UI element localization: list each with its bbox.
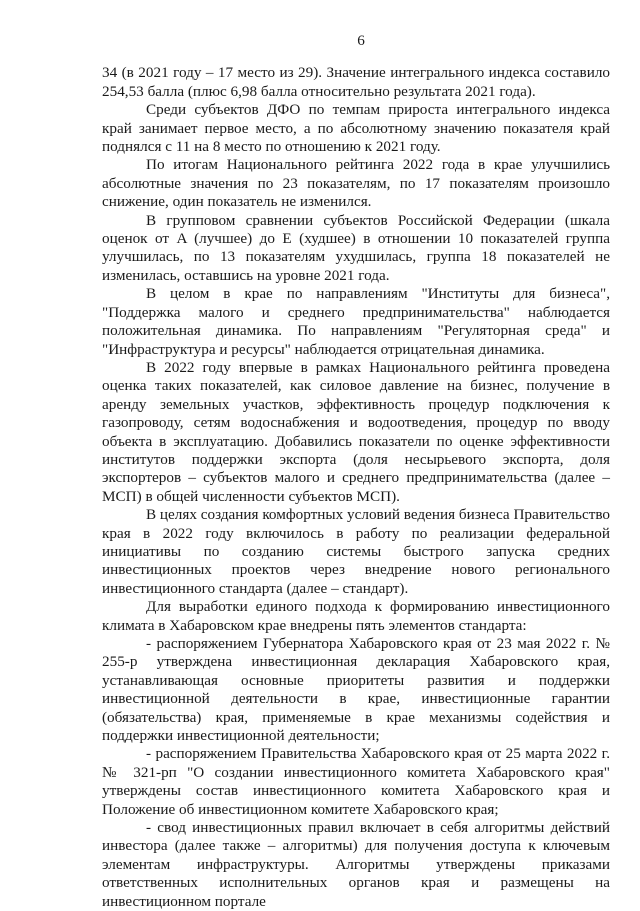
paragraph-investment-standard: В целях создания комфортных условий ведения бизнеса Правительство края в 2022 году включилось в работу по реализации федеральной инициативы по созданию системы быстрого запуска средних инвестиционных проектов через внедрение нового регионального инвестиционного стандарта (далее – стандарт). bbox=[102, 506, 610, 597]
paragraph-continuation: 34 (в 2021 году – 17 место из 29). Значение интегрального индекса составило 254,53 балла (плюс 6,98 балла относительно результата 2021 года). bbox=[102, 64, 610, 100]
list-item-investment-declaration: - распоряжением Губернатора Хабаровского края от 23 мая 2022 г. № 255-р утверждена инвестиционная декларация Хабаровского края, устанавливающая основные приоритеты развития и поддержки инвестиционной деятельности в крае, инвестиционные гарантии (обязательства) края, применяемые в крае механизмы содействия и поддержки инвестиционной деятельности; bbox=[102, 635, 610, 745]
paragraph-dfo-ranking: Среди субъектов ДФО по темпам прироста интегрального индекса край занимает первое место, а по абсолютному значению показателя край поднялся с 11 на 8 место по отношению к 2021 году. bbox=[102, 101, 610, 156]
paragraph-new-indicators: В 2022 году впервые в рамках Национального рейтинга проведена оценка таких показателей, как силовое давление на бизнес, получение в аренду земельных участков, эффективность процедур подключения к газопроводу, сетям водоснабжения и водоотведения, процедур по вводу объекта в эксплуатацию. Добавились показатели по оценке эффективности институтов поддержки экспорта (доля несырьевого экспорта, доля экспортеров – субъектов малого и среднего предпринимательства (далее – МСП) в общей численности субъектов МСП). bbox=[102, 358, 610, 505]
paragraph-national-rating-results: По итогам Национального рейтинга 2022 года в крае улучшились абсолютные значения по 23 показателям, по 17 показателям произошло снижение, один показатель не изменился. bbox=[102, 156, 610, 211]
paragraph-directions-dynamics: В целом в крае по направлениям "Институты для бизнеса", "Поддержка малого и среднего предпринимательства" наблюдается положительная динамика. По направлениям "Регуляторная среда" и "Инфраструктура и ресурсы" наблюдается отрицательная динамика. bbox=[102, 285, 610, 358]
list-item-investment-committee: - распоряжением Правительства Хабаровского края от 25 марта 2022 г. № 321-рп "О создании инвестиционного комитета Хабаровского края" утверждены состав инвестиционного комитета Хабаровского края и Положение об инвестиционном комитете Хабаровского края; bbox=[102, 745, 610, 818]
page-number: 6 bbox=[357, 32, 365, 49]
list-item-investment-rules: - свод инвестиционных правил включает в себя алгоритмы действий инвестора (далее также – алгоритмы) для получения доступа к ключевым элементам инфраструктуры. Алгоритмы утверждены приказами ответственных исполнительных органов края и размещены на инвестиционном портале bbox=[102, 819, 610, 910]
paragraph-standard-elements-intro: Для выработки единого подхода к формированию инвестиционного климата в Хабаровском крае внедрены пять элементов стандарта: bbox=[102, 598, 610, 634]
paragraph-group-comparison: В групповом сравнении субъектов Российской Федерации (шкала оценок от A (лучшее) до E (худшее) в отношении 10 показателей группа улучшилась, по 13 показателям ухудшилась, группа 18 показателей не изменилась, оставшись на уровне 2021 года. bbox=[102, 211, 610, 284]
